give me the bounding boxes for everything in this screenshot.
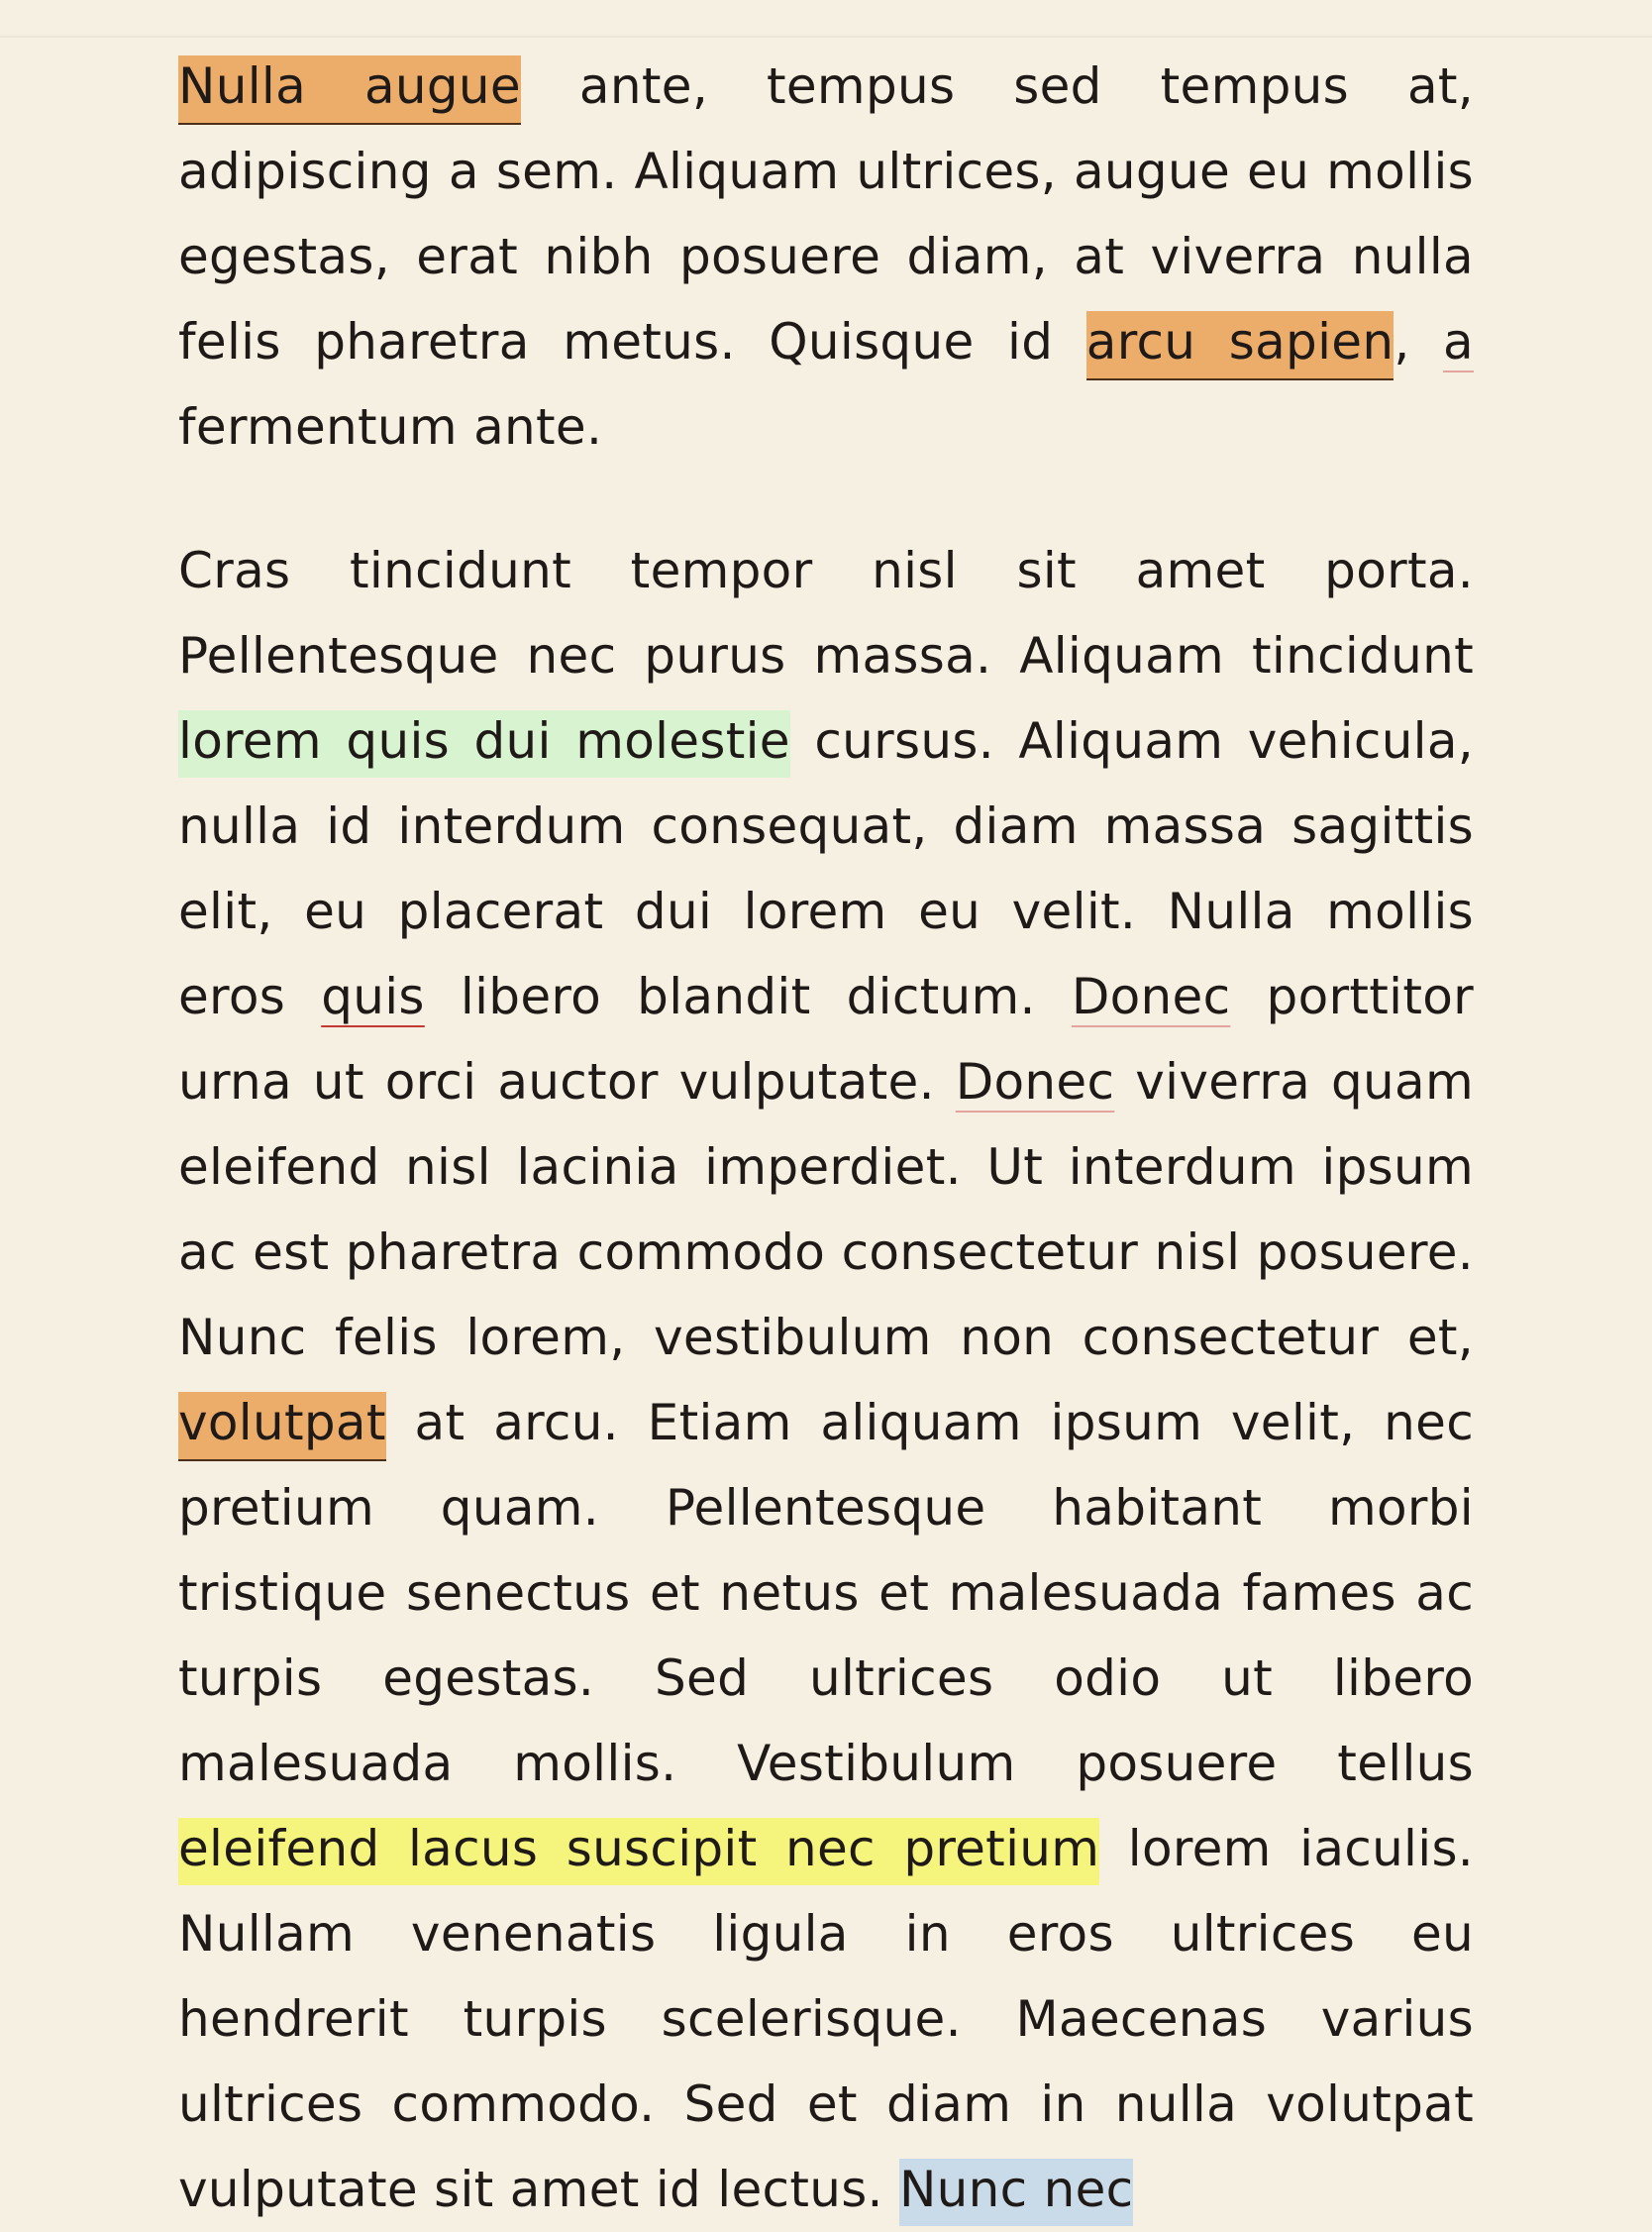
highlight-orange[interactable]: Nulla augue — [178, 55, 521, 125]
top-divider — [0, 36, 1652, 38]
text-run: , — [1394, 313, 1444, 371]
text-run: libero blandit dictum. — [424, 968, 1072, 1025]
text-run: viverra quam eleifend nisl lacinia imperdiet. Ut interdum ipsum ac est pharetra commodo consectetur nisl posuere. Nunc felis lorem, vestibulum non consectetur et, — [178, 1053, 1474, 1366]
highlight-yellow[interactable]: eleifend lacus suscipit nec pretium — [178, 1818, 1099, 1885]
text-run: Cras tincidunt tempor nisl sit amet porta. Pellentesque nec purus massa. Aliquam tincidunt — [178, 542, 1474, 685]
text-run: fermentum ante. — [178, 398, 603, 456]
underlined-word[interactable]: a — [1443, 313, 1474, 371]
highlight-orange[interactable]: arcu sapien — [1086, 311, 1394, 380]
underlined-word[interactable]: Donec — [955, 1053, 1115, 1111]
paragraph-1 — [178, 44, 1474, 470]
text-run: ante, tempus sed tempus at, adipiscing a sem. Aliquam ultrices, augue eu mollis egestas, erat nibh posuere diam, at viverra nulla felis pharetra metus. Quisque id — [178, 57, 1474, 371]
reading-page — [178, 44, 1474, 2232]
highlight-green[interactable]: lorem quis dui molestie — [178, 710, 790, 778]
text-run: cursus. Aliquam vehicula, nulla id interdum consequat, diam massa sagittis elit, eu placerat dui lorem eu velit. Nulla mollis eros — [178, 712, 1475, 1025]
text-run: at arcu. Etiam aliquam ipsum velit, nec pretium quam. Pellentesque habitant morbi tristique senectus et netus et malesuada fames ac turpis egestas. Sed ultrices odio ut libero malesuada mollis. Vestibulum posuere tellus — [178, 1394, 1474, 1792]
text-run: porttitor urna ut orci auctor vulputate. — [178, 968, 1474, 1111]
paragraph-2 — [178, 528, 1474, 2232]
text-run: lorem iaculis. Nullam venenatis ligula in eros ultrices eu hendrerit turpis scelerisque. Maecenas varius ultrices commodo. Sed et diam in nulla volutpat vulputate sit amet id lectus. — [178, 1820, 1474, 2218]
highlight-orange[interactable]: volutpat — [178, 1392, 386, 1461]
underlined-word[interactable]: Donec — [1071, 968, 1231, 1025]
highlight-blue[interactable]: Nunc nec — [899, 2159, 1134, 2226]
underlined-word[interactable]: quis — [321, 968, 425, 1025]
